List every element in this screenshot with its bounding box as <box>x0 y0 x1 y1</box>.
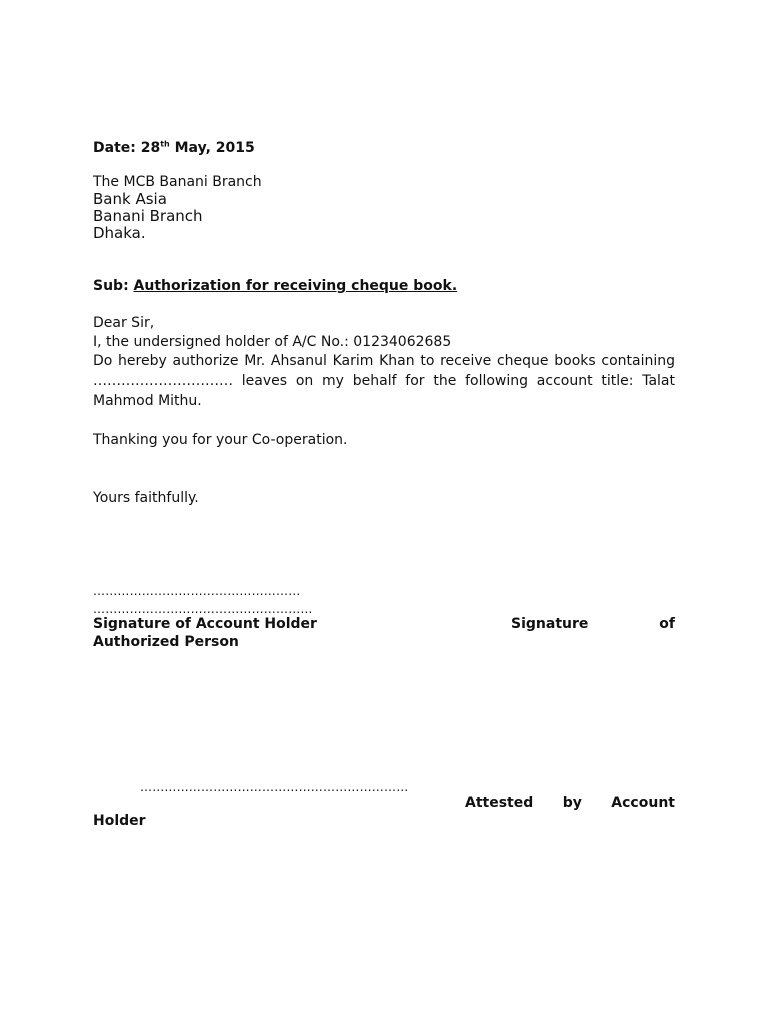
signature-dots-1: …………………………………………… <box>93 584 301 598</box>
address-line-2: Bank Asia <box>93 190 167 208</box>
authorized-signature-words <box>511 615 675 633</box>
holder-word: Holder <box>93 813 146 829</box>
account-word: Account <box>611 795 675 811</box>
attest-words <box>465 794 675 812</box>
signature-dots-2: ……………………………………………… <box>93 602 313 616</box>
of-word: of <box>659 616 675 632</box>
subject-line <box>93 276 675 296</box>
address-line-1: The MCB Banani Branch <box>93 174 262 190</box>
date-label: Date: 28 <box>93 140 161 156</box>
attest-label-row <box>93 794 675 812</box>
address-line-3: Banani Branch <box>93 207 203 225</box>
attested-word: Attested <box>465 795 534 811</box>
salutation: Dear Sir, <box>93 315 155 331</box>
body-paragraph: Do hereby authorize Mr. Ahsanul Karim Khan to receive cheque books containing ………………………… leaves on my behalf for the following account title: Talat Mahmod Mithu. <box>93 353 675 409</box>
authorized-person-label: Authorized Person <box>93 634 239 650</box>
date-rest: May, 2015 <box>169 140 255 156</box>
thanks-line: Thanking you for your Co-operation. <box>93 432 348 448</box>
signature-word: Signature <box>511 616 589 632</box>
attest-dots: ………………………………………………………… <box>140 780 409 794</box>
date-line <box>93 138 675 158</box>
subject-text: Authorization for receiving cheque book. <box>133 278 458 294</box>
address-line-4: Dhaka. <box>93 224 146 242</box>
date-suffix: th <box>160 139 170 149</box>
signature-label-row <box>93 615 675 633</box>
account-holder-signature-label: Signature of Account Holder <box>93 616 317 632</box>
holder-line: I, the undersigned holder of A/C No.: 01234062685 <box>93 334 452 350</box>
by-word: by <box>562 795 582 811</box>
closing-line: Yours faithfully. <box>93 490 199 506</box>
subject-label: Sub: <box>93 278 129 294</box>
